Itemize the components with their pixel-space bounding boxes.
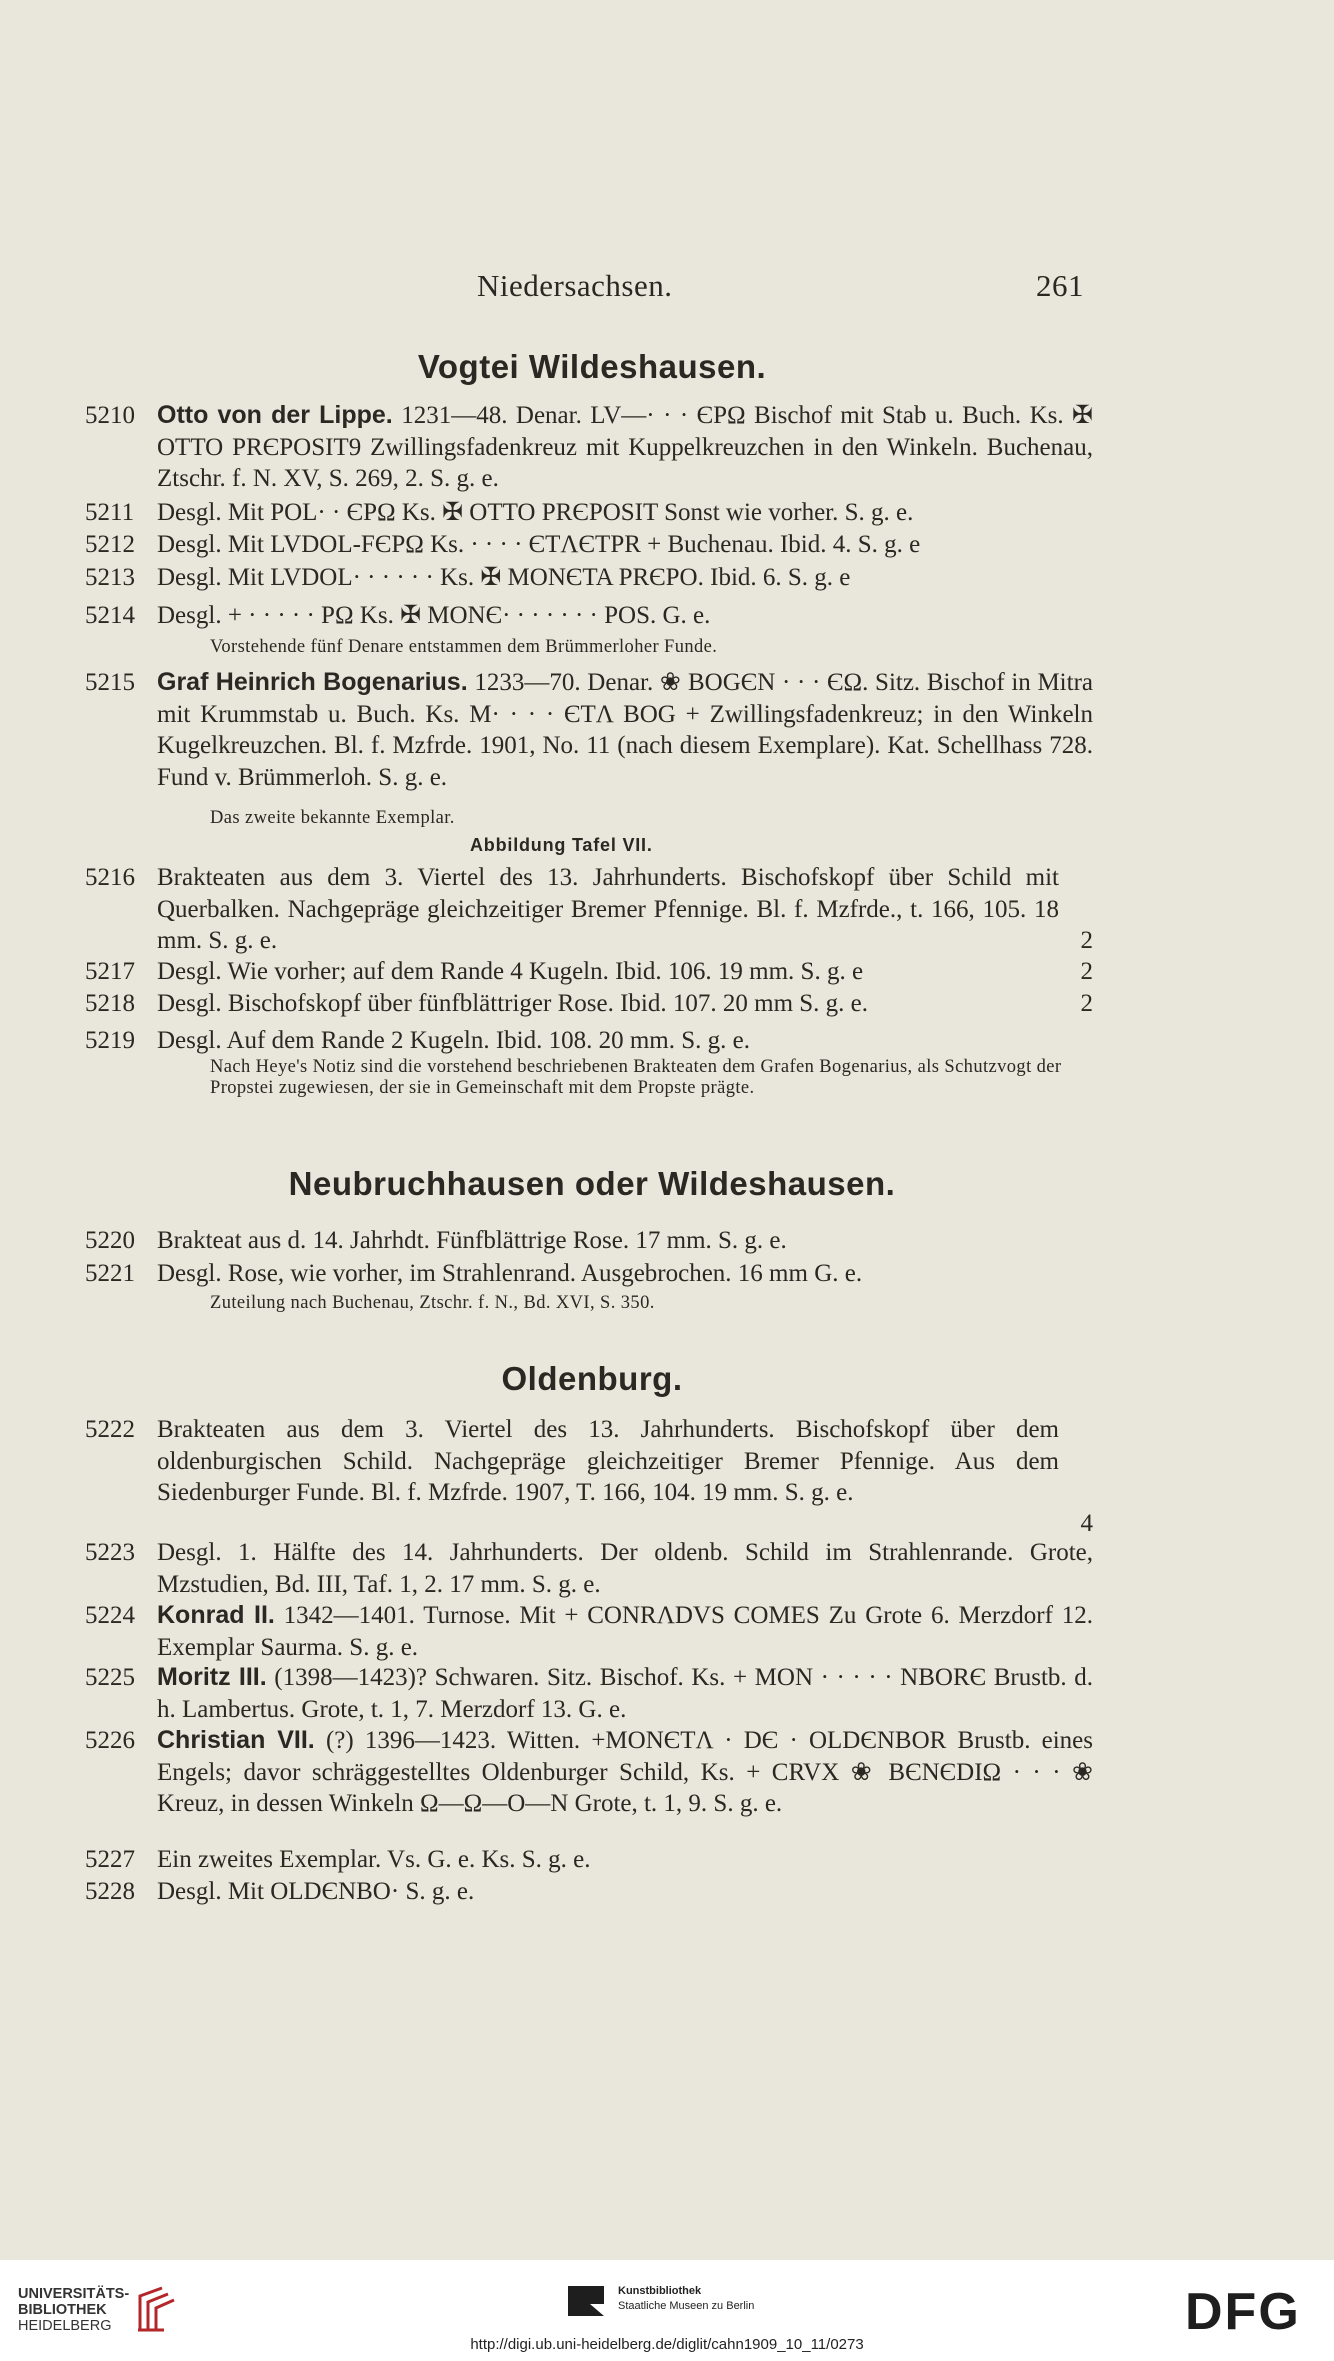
entry-text: 1342—1401. Turnose. Mit + CONRΛDVS COMES Zu Grote 6. Merzdorf 12. Exemplar Saurma. S. g. e. (157, 1602, 1093, 1661)
ruler-name: Otto von der Lippe. (157, 401, 393, 429)
kb-line: Kunstbibliothek (618, 2285, 702, 2297)
entry-count: 2 (1080, 927, 1093, 954)
entry-number: 5221 (85, 1260, 135, 1287)
logo-line: HEIDELBERG (18, 2318, 112, 2334)
entry-5222 (85, 1414, 1093, 1537)
entry-text: 1233—70. Denar. ❀ BOGЄN · · · ЄΩ. Sitz. Bischof in Mitra mit Krummstab u. Buch. Ks. M· · · · ЄTΛ BOG + Zwillingsfadenkreuz; in den Winkeln Kugelkreuzchen. Bl. f. Mzfrde. 1901, No. 11 (nach diesem Exemplare). Kat. Schellhass 728. Fund v. Brümmerloh. S. g. e. (157, 669, 1093, 791)
header-title: Niedersachsen. (477, 268, 673, 303)
entry-number: 5214 (85, 602, 135, 629)
note-buchenau-attribution: Zuteilung nach Buchenau, Ztschr. f. N., Bd. XVI, S. 350. (210, 1293, 655, 1313)
entry-5221 (85, 1258, 1093, 1290)
note-plate-reference: Abbildung Tafel VII. (470, 835, 653, 855)
entry-count: 2 (1080, 990, 1093, 1017)
entry-5217 (85, 956, 1093, 988)
entry-text: Brakteaten aus dem 3. Viertel des 13. Jahrhunderts. Bischofskopf über Schild mit Querbalken. Nachgepräge gleichzeitiger Bremer Pfennige. Bl. f. Mzfrde., t. 166, 105. 18 mm. S. g. e. (157, 864, 1059, 954)
section-title-oldenburg: Oldenburg. (501, 1360, 683, 1397)
entry-text: Ein zweites Exemplar. Vs. G. e. Ks. S. g. e. (157, 1846, 591, 1873)
entry-5223 (85, 1537, 1093, 1600)
entry-number: 5228 (85, 1878, 135, 1905)
ruler-name: Graf Heinrich Bogenarius. (157, 668, 468, 696)
entry-text: Desgl. Mit OLDЄNBO· S. g. e. (157, 1878, 475, 1905)
ruler-name: Konrad II. (157, 1601, 275, 1629)
entry-text: Desgl. Rose, wie vorher, im Strahlenrand. Ausgebrochen. 16 mm G. e. (157, 1260, 863, 1287)
section-title-vogtei-wildeshausen: Vogtei Wildeshausen. (417, 348, 767, 385)
entry-5216 (85, 862, 1093, 957)
entry-number: 5215 (85, 669, 135, 696)
entry-5225 (85, 1662, 1093, 1725)
entry-number: 5213 (85, 564, 135, 591)
entry-number: 5210 (85, 402, 135, 429)
entry-5227 (85, 1844, 1093, 1876)
entry-number: 5225 (85, 1664, 135, 1691)
ruler-name: Christian VII. (157, 1726, 315, 1754)
entry-text: Desgl. 1. Hälfte des 14. Jahrhunderts. Der oldenb. Schild im Strahlenrande. Grote, Mzstudien, Bd. III, Taf. 1, 2. 17 mm. S. g. e. (157, 1539, 1093, 1598)
entry-count: 2 (1080, 958, 1093, 985)
entry-number: 5212 (85, 531, 135, 558)
entry-number: 5224 (85, 1602, 135, 1629)
entry-5214 (85, 600, 1093, 632)
page-number: 261 (1036, 268, 1084, 303)
entry-text: Desgl. Mit POL· · ЄPΩ Ks. ✠ OTTO PRЄPOSIT Sonst wie vorher. S. g. e. (157, 499, 914, 526)
entry-number: 5223 (85, 1539, 135, 1566)
entry-number: 5220 (85, 1227, 135, 1254)
note-bruemmerloh-find: Vorstehende fünf Denare entstammen dem Brümmerloher Funde. (210, 637, 718, 657)
entry-text: (?) 1396—1423. Witten. +MONЄTΛ · DЄ · OLDЄNBOR Brustb. eines Engels; davor schräggestelltes Oldenburger Schild, Ks. + CRVX ❀ BЄNЄDIΩ · · · ❀ Kreuz, in dessen Winkeln Ω—Ω—O—N Grote, t. 1, 9. S. g. e. (157, 1727, 1093, 1817)
entry-5212 (85, 529, 1093, 561)
entry-text: Desgl. Mit LVDOL-FЄPΩ Ks. · · · · ЄTΛЄTPR + Buchenau. Ibid. 4. S. g. e (157, 531, 921, 558)
entry-text: (1398—1423)? Schwaren. Sitz. Bischof. Ks. + MON · · · · · NBORЄ Brustb. d. h. Lambertus. Grote, t. 1, 7. Merzdorf 13. G. e. (157, 1664, 1093, 1723)
entry-count: 4 (1080, 1510, 1093, 1537)
entry-5220 (85, 1225, 1093, 1257)
entry-text: Desgl. Auf dem Rande 2 Kugeln. Ibid. 108. 20 mm. S. g. e. (157, 1027, 750, 1054)
entry-5210 (85, 400, 1093, 495)
entry-number: 5219 (85, 1027, 135, 1054)
entry-number: 5226 (85, 1727, 135, 1754)
kb-line: Staatliche Museen zu Berlin (618, 2300, 755, 2312)
entry-5218 (85, 988, 1093, 1020)
ruler-name: Moritz III. (157, 1663, 267, 1691)
entry-number: 5217 (85, 958, 135, 985)
entry-5228 (85, 1876, 1093, 1908)
entry-5211 (85, 497, 1093, 529)
entry-number: 5216 (85, 864, 135, 891)
heidelberg-library-logo[interactable] (18, 2286, 129, 2334)
entry-number: 5227 (85, 1846, 135, 1873)
logo-line: BIBLIOTHEK (18, 2302, 107, 2318)
kunstbibliothek-label (618, 2284, 754, 2314)
entry-5224 (85, 1600, 1093, 1663)
note-heye-attribution: Nach Heye's Notiz sind die vorstehend beschriebenen Brakteaten dem Grafen Bogenarius, als Schutzvogt der Propstei zugewiesen, der sie in Gemeinschaft mit dem Propste prägte. (210, 1057, 1062, 1098)
entry-number: 5222 (85, 1416, 135, 1443)
entry-5215 (85, 667, 1093, 793)
note-second-known-specimen: Das zweite bekannte Exemplar. (210, 808, 455, 828)
kunstbibliothek-logo-icon[interactable] (568, 2286, 604, 2316)
entry-text: Desgl. Bischofskopf über fünfblättriger Rose. Ibid. 107. 20 mm S. g. e. (157, 990, 869, 1017)
section-title-neubruchhausen: Neubruchhausen oder Wildeshausen. (288, 1165, 896, 1202)
entry-text: Brakteaten aus dem 3. Viertel des 13. Jahrhunderts. Bischofskopf über dem oldenburgischen Schild. Nachgepräge gleichzeitiger Bremer Pfennige. Aus dem Siedenburger Funde. Bl. f. Mzfrde. 1907, T. 166, 104. 19 mm. S. g. e. (157, 1416, 1059, 1506)
permalink-url[interactable]: http://digi.ub.uni-heidelberg.de/diglit/cahn1909_10_11/0273 (470, 2336, 864, 2353)
entry-text: Desgl. Mit LVDOL· · · · · · Ks. ✠ MONЄTA PRЄPO. Ibid. 6. S. g. e (157, 564, 851, 591)
entry-5226 (85, 1725, 1093, 1820)
logo-line: UNIVERSITÄTS- (18, 2286, 130, 2302)
entry-text: 1231—48. Denar. LV—· · · ЄPΩ Bischof mit Stab u. Buch. Ks. ✠ OTTO PRЄPOSIT9 Zwillingsfadenkreuz mit Kuppelkreuzchen in den Winkeln. Buchenau, Ztschr. f. N. XV, S. 269, 2. S. g. e. (157, 402, 1093, 492)
entry-number: 5211 (85, 499, 135, 526)
entry-number: 5218 (85, 990, 135, 1017)
entry-text: Desgl. Wie vorher; auf dem Rande 4 Kugeln. Ibid. 106. 19 mm. S. g. e (157, 958, 864, 985)
entry-text: Brakteat aus d. 14. Jahrhdt. Fünfblättrige Rose. 17 mm. S. g. e. (157, 1227, 787, 1254)
entry-text: Desgl. + · · · · · PΩ Ks. ✠ MONЄ· · · · · · · POS. G. e. (157, 602, 711, 629)
dfg-logo[interactable]: DFG (1185, 2283, 1301, 2341)
heidelberg-mark-icon (134, 2284, 184, 2336)
entry-5219 (85, 1025, 1093, 1057)
entry-5213 (85, 562, 1093, 594)
